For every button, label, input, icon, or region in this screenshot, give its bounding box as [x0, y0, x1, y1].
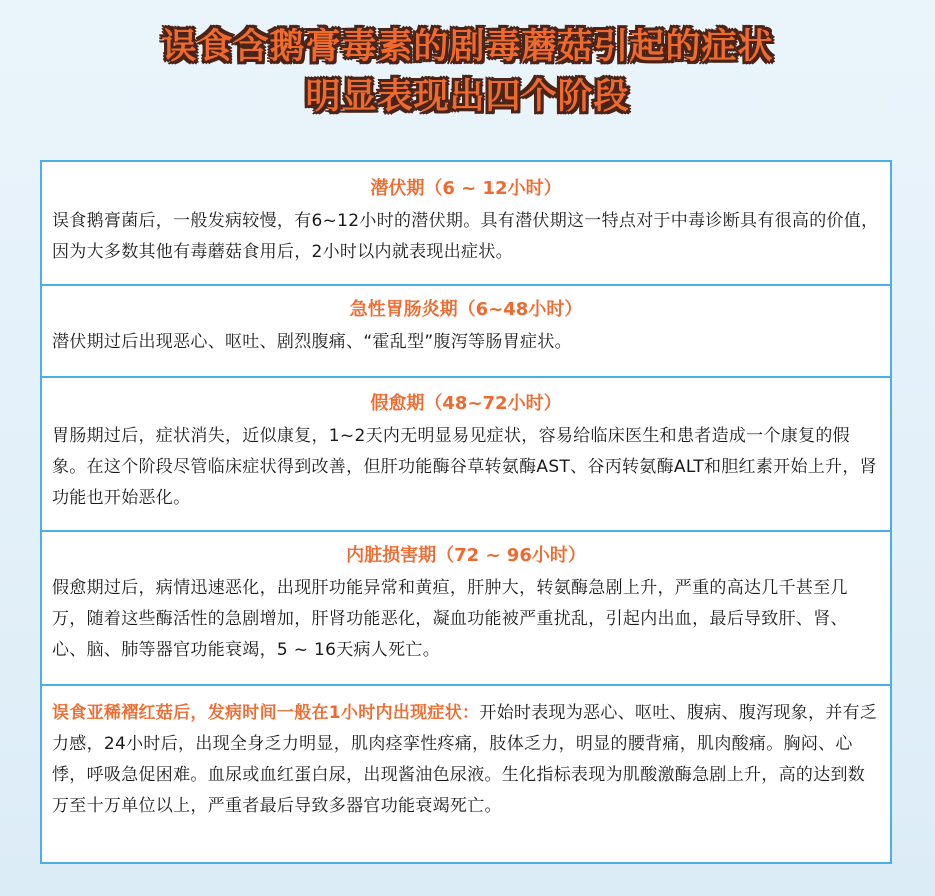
russula-poisoning-text [52, 698, 880, 822]
stage-gastroenteritis-body: 潜伏期过后出现恶心、呕吐、剧烈腹痛、“霍乱型”腹泻等肠胃症状。 [52, 332, 572, 352]
title-line-2: 明显表现出四个阶段 [305, 77, 630, 117]
poster-title [0, 22, 935, 122]
stage-incubation-title: 潜伏期（6 ~ 12小时） [370, 178, 562, 199]
title-line-1: 误食含鹅膏毒素的剧毒蘑菇引起的症状 [161, 27, 774, 67]
stage-incubation [42, 175, 890, 268]
stage-gastroenteritis-title: 急性胃肠炎期（6~48小时） [349, 299, 583, 320]
stage-false-recovery [42, 390, 890, 514]
section-divider [42, 284, 890, 286]
russula-poisoning-section [42, 698, 890, 822]
russula-poisoning-highlight: 误食亚稀褶红菇后，发病时间一般在1小时内出现症状： [52, 703, 480, 723]
stage-gastroenteritis [42, 296, 890, 358]
stage-incubation-body: 误食鹅膏菌后，一般发病较慢，有6~12小时的潜伏期。具有潜伏期这一特点对于中毒诊断具有很高的价值，因为大多数其他有毒蘑菇食用后，2小时以内就表现出症状。 [52, 211, 879, 262]
section-divider [42, 530, 890, 532]
stage-false-recovery-title: 假愈期（48~72小时） [370, 393, 562, 414]
stage-organ-damage-title: 内脏损害期（72 ~ 96小时） [346, 545, 586, 566]
stage-organ-damage [42, 542, 890, 666]
section-divider [42, 684, 890, 686]
stage-organ-damage-body: 假愈期过后，病情迅速恶化，出现肝功能异常和黄疸，肝肿大，转氨酶急剧上升，严重的高达几千甚至几万，随着这些酶活性的急剧增加，肝肾功能恶化，凝血功能被严重扰乱，引起内出血，最后导致肝、肾、心、脑、肺等器官功能衰竭，5 ~ 16天病人死亡。 [52, 578, 848, 660]
symptoms-card [40, 160, 892, 864]
stage-false-recovery-body: 胃肠期过后，症状消失，近似康复，1~2天内无明显易见症状，容易给临床医生和患者造成一个康复的假象。在这个阶段尽管临床症状得到改善，但肝功能酶谷草转氨酶AST、谷丙转氨酶ALT和胆红素开始上升，肾功能也开始恶化。 [52, 426, 877, 508]
russula-poisoning-body: 开始时表现为恶心、呕吐、腹病、腹泻现象，并有乏力感，24小时后，出现全身乏力明显，肌肉痉挛性疼痛，肢体乏力，明显的腰背痛，肌肉酸痛。胸闷、心悸，呼吸急促困难。血尿或血红蛋白尿，出现酱油色尿液。生化指标表现为肌酸激酶急剧上升，高的达到数万至十万单位以上，严重者最后导致多器官功能衰竭死亡。 [52, 703, 878, 816]
section-divider [42, 376, 890, 378]
